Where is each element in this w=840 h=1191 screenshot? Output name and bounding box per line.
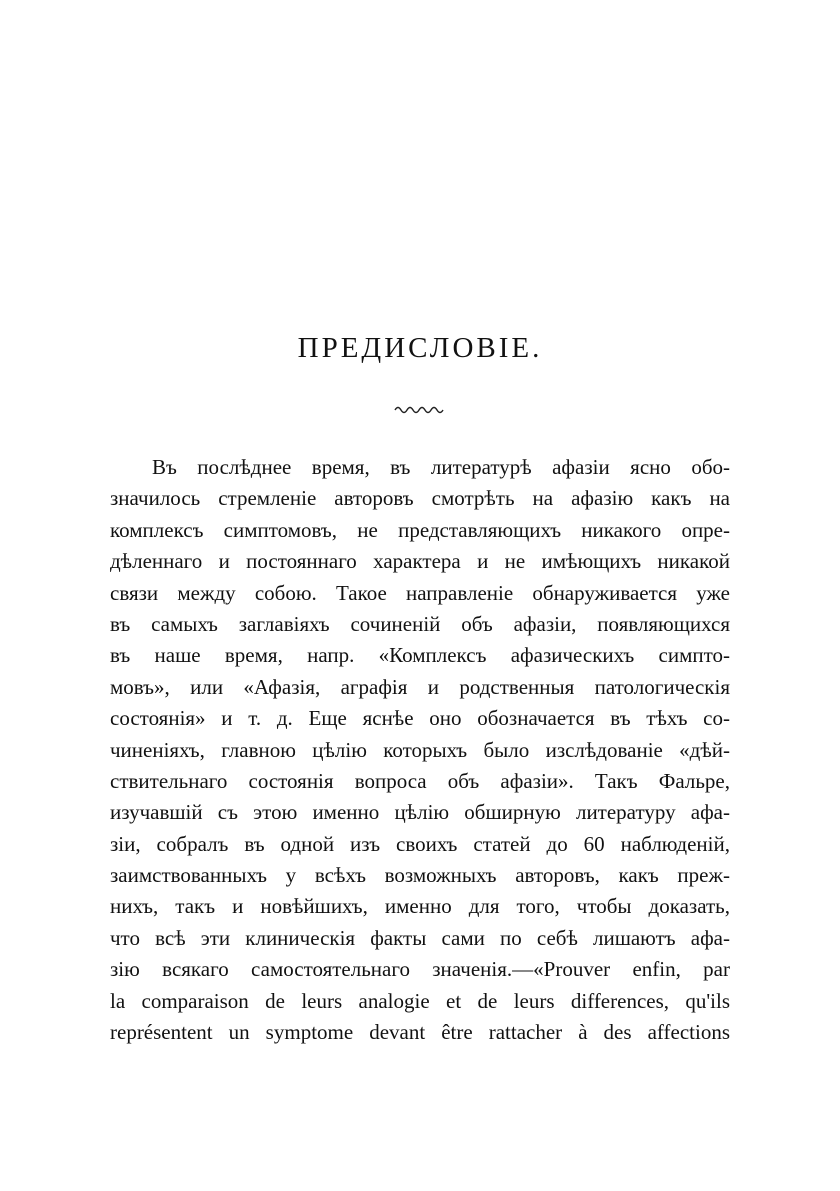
text-line: изучавшій съ этою именно цѣлію обширную литературу афа- <box>110 800 730 825</box>
page-title: ПРЕДИСЛОВІЕ. <box>297 332 543 364</box>
text-line: въ наше время, напр. «Комплексъ афазическихъ симпто- <box>110 643 730 668</box>
text-line: связи между собою. Такое направленіе обнаруживается уже <box>110 580 730 605</box>
body-paragraph <box>110 452 730 1048</box>
text-line: зіи, собралъ въ одной изъ своихъ статей до 60 наблюденій, <box>110 831 730 856</box>
text-line: мовъ», или «Афазія, аграфія и родственныя патологическія <box>110 674 730 699</box>
text-line: комплексъ симптомовъ, не представляющихъ никакого опре- <box>110 517 730 542</box>
text-line: la comparaison de leurs analogie et de leurs differences, qu'ils <box>110 988 730 1013</box>
text-line: зію всякаго самостоятельнаго значенія.—«Prouver enfin, par <box>110 957 730 982</box>
wavy-rule-ornament-icon <box>0 400 840 416</box>
text-line: заимствованныхъ у всѣхъ возможныхъ авторовъ, какъ преж- <box>110 863 730 888</box>
text-line: въ самыхъ заглавіяхъ сочиненій объ афазіи, появляющихся <box>110 611 730 636</box>
text-line: Въ послѣднее время, въ литературѣ афазіи ясно обо- <box>152 455 730 479</box>
text-line: дѣленнаго и постояннаго характера и не имѣющихъ никакой <box>110 549 730 574</box>
text-line: состоянія» и т. д. Еще яснѣе оно обозначается въ тѣхъ со- <box>110 706 730 731</box>
text-line: ствительнаго состоянія вопроса объ афазіи». Такъ Фальре, <box>110 768 730 793</box>
text-line: représentent un symptome devant être rattacher à des affections <box>110 1020 730 1045</box>
text-line: значилось стремленіе авторовъ смотрѣть на афазію какъ на <box>110 486 730 511</box>
text-line: нихъ, такъ и новѣйшихъ, именно для того, чтобы доказать, <box>110 894 730 919</box>
text-line: чиненіяхъ, главною цѣлію которыхъ было изслѣдованіе «дѣй- <box>110 737 730 762</box>
text-line: что всѣ эти клиническія факты сами по себѣ лишаютъ афа- <box>110 925 730 950</box>
